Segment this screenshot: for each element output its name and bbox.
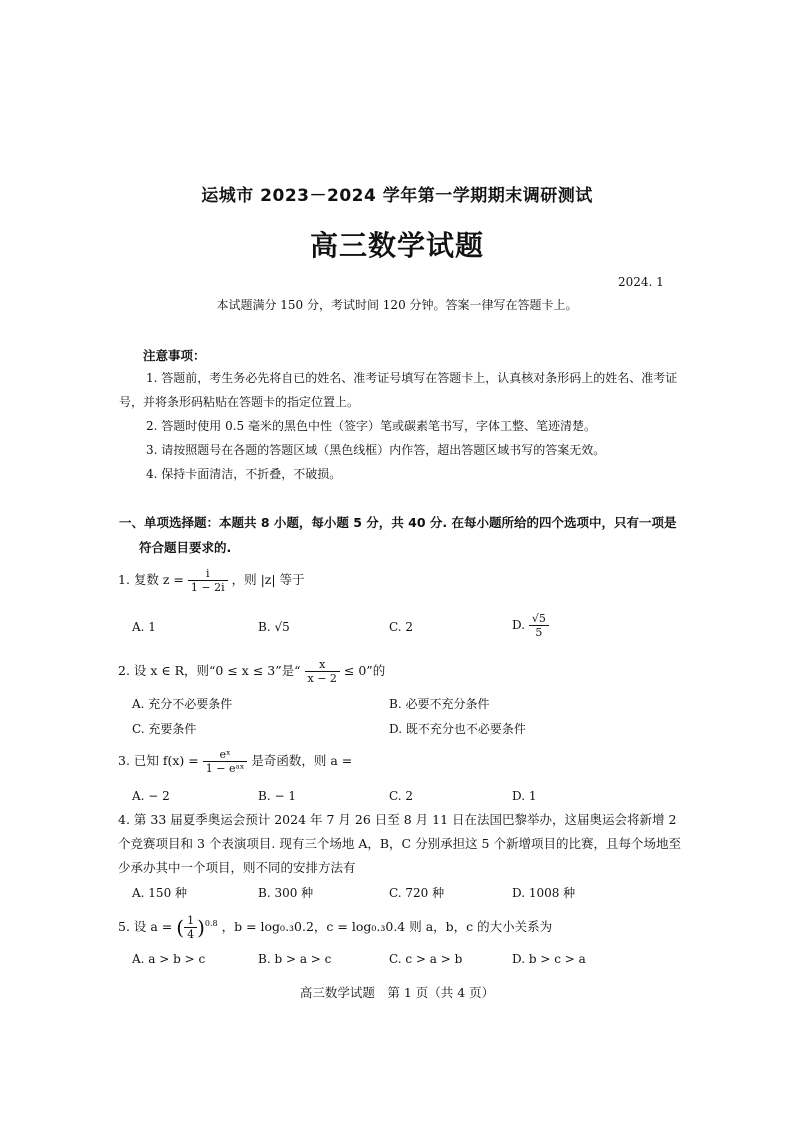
q4-option-a: A. 150 种 xyxy=(132,886,188,900)
notice-item: 2. 答题时使用 0.5 毫米的黑色中性（签字）笔或碳素笔书写，字体工整、笔迹清楚。 xyxy=(146,419,596,433)
q5-option-c: C. c > a > b xyxy=(389,952,463,966)
q3-denominator: 1 − eᵃˣ xyxy=(205,762,245,775)
q4-option-d: D. 1008 种 xyxy=(512,886,576,900)
notice-heading: 注意事项： xyxy=(143,348,206,363)
q1-fraction xyxy=(188,567,228,594)
exam-date: 2024. 1 xyxy=(618,275,664,289)
q2-fraction xyxy=(305,658,340,685)
q3-option-c: C. 2 xyxy=(389,789,414,803)
q3-option-a: A. − 2 xyxy=(132,789,170,803)
question-2 xyxy=(118,658,385,685)
q2-option-a: A. 充分不必要条件 xyxy=(132,697,233,711)
q4-option-c: C. 720 种 xyxy=(389,886,445,900)
q1-option-d-label: D. xyxy=(512,618,526,632)
q5-fraction xyxy=(184,914,197,941)
exam-subtitle: 高三数学试题 xyxy=(309,229,484,262)
section-heading xyxy=(119,510,685,560)
q4-option-b: B. 300 种 xyxy=(258,886,314,900)
question-5 xyxy=(118,914,552,941)
q1-suffix: ，则 |z| 等于 xyxy=(231,572,305,587)
notice-item: 4. 保持卡面清洁，不折叠，不破损。 xyxy=(146,467,342,481)
q2-numerator: x xyxy=(305,658,340,672)
notice-item: 3. 请按照题号在各题的答题区域（黑色线框）内作答，超出答题区域书写的答案无效。 xyxy=(146,443,606,457)
q5-close-paren: ) xyxy=(197,915,205,940)
q5-numerator: 1 xyxy=(184,914,197,928)
q1-option-d-numerator: √5 xyxy=(529,612,549,626)
q3-option-d: D. 1 xyxy=(512,789,537,803)
q2-option-d: D. 既不充分也不必要条件 xyxy=(389,722,526,736)
q3-fraction xyxy=(203,748,248,775)
q5-suffix: ，b = log₀.₃0.2，c = log₀.₃0.4 则 a，b，c 的大小关系为 xyxy=(221,919,553,934)
exam-info: 本试题满分 150 分，考试时间 120 分钟。答案一律写在答题卡上。 xyxy=(216,298,578,312)
q5-option-b: B. b > a > c xyxy=(258,952,332,966)
q2-option-c: C. 充要条件 xyxy=(132,722,197,736)
q5-open-paren: ( xyxy=(176,915,185,940)
q2-denominator: x − 2 xyxy=(307,672,337,685)
q5-exponent: 0.8 xyxy=(204,918,218,928)
q1-numerator: i xyxy=(188,567,228,581)
q1-option-d-denominator: 5 xyxy=(535,626,543,639)
q3-numerator: eˣ xyxy=(203,748,248,762)
q3-suffix: 是奇函数，则 a = xyxy=(251,753,353,768)
q2-prefix: 2. 设 x ∈ R，则“0 ≤ x ≤ 3”是“ xyxy=(118,663,301,678)
notice-list xyxy=(119,366,685,486)
page-footer: 高三数学试题 第 1 页（共 4 页） xyxy=(299,985,495,1000)
q1-option-a: A. 1 xyxy=(132,620,156,634)
notice-item: 1. 答题前，考生务必先将自已的姓名、准考证号填写在答题卡上，认真核对条形码上的姓名、准考证号，并将条形码粘贴在答题卡的指定位置上。 xyxy=(119,371,678,409)
question-1 xyxy=(118,567,305,594)
q5-prefix: 5. 设 a = xyxy=(118,919,173,934)
question-3 xyxy=(118,748,352,775)
q3-option-b: B. − 1 xyxy=(258,789,296,803)
section-line-1: 一、单项选择题：本题共 8 小题，每小题 5 分，共 40 分. 在每小题所给的四个选项中，只有一项是 xyxy=(119,515,677,530)
q5-denominator: 4 xyxy=(187,928,195,941)
q3-prefix: 3. 已知 f(x) = xyxy=(118,753,199,768)
q5-option-d: D. b > c > a xyxy=(512,952,586,966)
q5-option-a: A. a > b > c xyxy=(132,952,206,966)
q1-denominator: 1 − 2i xyxy=(190,581,225,594)
q2-option-b: B. 必要不充分条件 xyxy=(389,697,490,711)
q1-option-b: B. √5 xyxy=(258,620,290,634)
q1-prefix: 1. 复数 z = xyxy=(118,572,184,587)
q1-option-d-fraction xyxy=(529,612,549,639)
q1-option-c: C. 2 xyxy=(389,620,414,634)
section-line-2: 符合题目要求的. xyxy=(139,540,232,555)
q2-suffix: ≤ 0”的 xyxy=(343,663,386,678)
question-4: 4. 第 33 届夏季奥运会预计 2024 年 7 月 26 日至 8 月 11 日在法国巴黎举办，这届奥运会将新增 2 个竞赛项目和 3 个表演项目. 现有三个场地 A，B，C 分别承担这 5 个新增项目的比赛，且每个场地至少承办其中一个项目，则不同的安排方法有 xyxy=(118,812,681,875)
exam-title: 运城市 2023－2024 学年第一学期期末调研测试 xyxy=(201,186,593,206)
q1-option-d xyxy=(512,612,549,639)
